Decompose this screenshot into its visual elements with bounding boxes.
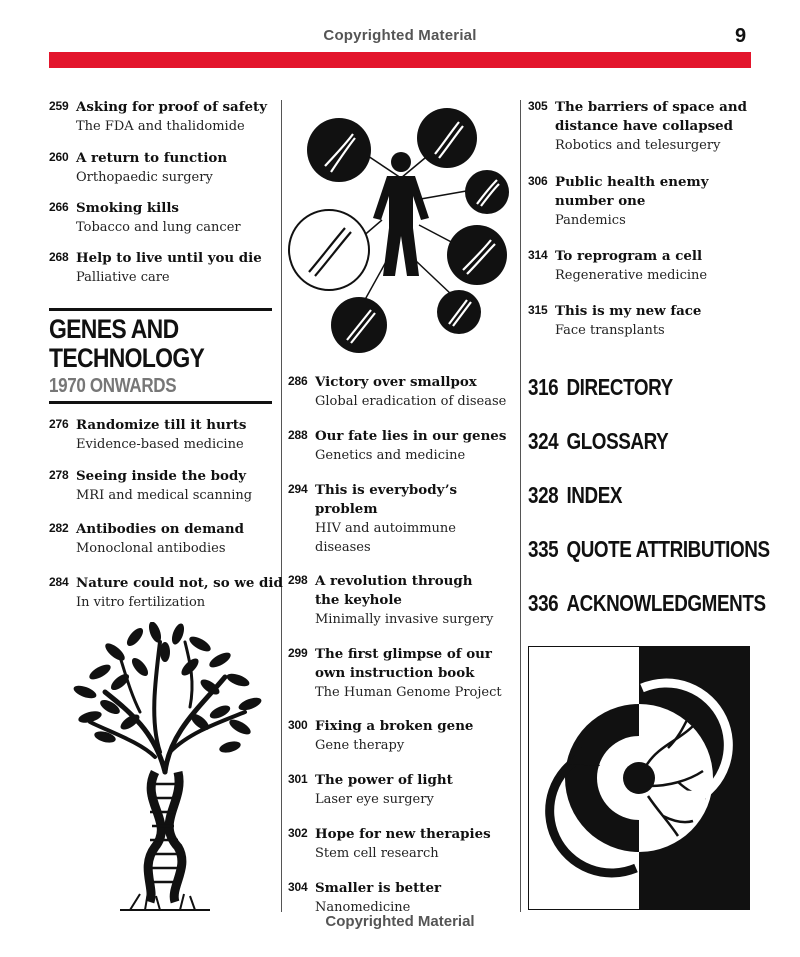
entry-page-number: 286 [288,374,308,388]
entry-subtitle: Evidence-based medicine [76,437,244,452]
entry-page-number: 259 [49,99,69,113]
entry-subtitle: Minimally invasive surgery [315,612,494,627]
entry-subtitle: Nanomedicine [315,900,411,915]
entry-page-number: 302 [288,826,308,840]
entry-title: Fixing a broken gene [315,718,474,734]
entry-page-number: 305 [528,99,548,113]
human-genome-illustration [287,100,515,362]
entry-page-number: 278 [49,468,69,482]
entry-page-number: 288 [288,428,308,442]
entry-subtitle-line2: diseases [315,540,371,555]
entry-title-line2: own instruction book [315,665,475,681]
entry-title: The power of light [315,772,453,788]
entry-page-number: 315 [528,303,548,317]
section-title-line1: GENES AND [49,314,179,344]
header-copyright: Copyrighted Material [323,27,477,44]
entry-subtitle: Regenerative medicine [555,268,708,283]
header-red-bar [49,52,751,68]
entry-page-number: 266 [49,200,69,214]
back-matter-page-number: 335 [528,536,559,562]
entry-title-line2: problem [315,501,378,517]
entry-title: Hope for new therapies [315,826,491,842]
column-divider-right [520,100,521,912]
entry-title: Randomize till it hurts [76,417,247,433]
entry-subtitle: Monoclonal antibodies [76,541,226,556]
entry-title: Smaller is better [315,880,442,896]
entry-title-line1: This is everybody’s [315,482,458,498]
entry-title: This is my new face [555,303,702,319]
back-matter-page-number: 324 [528,428,559,454]
entry-page-number: 301 [288,772,308,786]
back-matter-index[interactable] [528,482,622,509]
entry-subtitle: In vitro fertilization [76,595,206,610]
entry-title: Antibodies on demand [76,521,245,537]
back-matter-label: GLOSSARY [566,428,669,454]
entry-page-number: 282 [49,521,69,535]
entry-page-number: 299 [288,646,308,660]
footer-copyright: Copyrighted Material [325,913,475,930]
entry-subtitle: The Human Genome Project [315,685,502,700]
entry-title: Help to live until you die [76,250,262,266]
entry-subtitle: Genetics and medicine [315,448,466,463]
back-matter-label: ACKNOWLEDGMENTS [566,590,766,616]
entry-subtitle: Face transplants [555,323,665,338]
back-matter-page-number: 328 [528,482,559,508]
entry-page-number: 268 [49,250,69,264]
entry-title-line1: The barriers of space and [555,99,747,115]
entry-title: Our fate lies in our genes [315,428,507,444]
back-matter-page-number: 336 [528,590,559,616]
entry-title-line2: distance have collapsed [555,118,734,134]
entry-subtitle: Palliative care [76,270,170,285]
entry-title: Seeing inside the body [76,468,247,484]
entry-page-number: 260 [49,150,69,164]
entry-subtitle: MRI and medical scanning [76,488,253,503]
back-matter-page-number: 316 [528,374,559,400]
entry-subtitle-line1: HIV and autoimmune [315,521,456,536]
eye-regeneration-illustration [528,646,750,910]
entry-subtitle: Gene therapy [315,738,405,753]
entry-page-number: 294 [288,482,308,496]
entry-title: To reprogram a cell [555,248,703,264]
entry-page-number: 306 [528,174,548,188]
entry-title-line1: The first glimpse of our [315,646,492,662]
entry-subtitle: Robotics and telesurgery [555,138,721,153]
entry-title-line2: the keyhole [315,592,402,608]
entry-subtitle: Stem cell research [315,846,439,861]
entry-title: A return to function [76,150,228,166]
entry-title: Smoking kills [76,200,179,216]
entry-title: Victory over smallpox [315,374,477,390]
tree-dna-illustration [60,622,270,912]
back-matter-acknowledgments[interactable] [528,590,766,617]
entry-title: Nature could not, so we did [76,575,283,591]
page-number: 9 [735,25,747,47]
section-title-line2: TECHNOLOGY [49,343,205,373]
entry-title-line2: number one [555,193,646,209]
entry-page-number: 314 [528,248,548,262]
section-rule-bottom [49,401,272,404]
back-matter-glossary[interactable] [528,428,668,455]
entry-subtitle: Tobacco and lung cancer [76,220,241,235]
section-rule-top [49,308,272,311]
entry-title: Asking for proof of safety [76,99,267,115]
column-divider-left [281,100,282,912]
entry-page-number: 304 [288,880,308,894]
entry-page-number: 284 [49,575,69,589]
back-matter-label: INDEX [566,482,623,508]
entry-title-line1: A revolution through [315,573,473,589]
back-matter-label: QUOTE ATTRIBUTIONS [566,536,770,562]
entry-subtitle: Pandemics [555,213,626,228]
entry-page-number: 300 [288,718,308,732]
entry-page-number: 298 [288,573,308,587]
entry-subtitle: Orthopaedic surgery [76,170,213,185]
back-matter-quote-attributions[interactable] [528,536,770,563]
entry-subtitle: Global eradication of disease [315,394,507,409]
section-subtitle: 1970 ONWARDS [49,375,177,397]
back-matter-directory[interactable] [528,374,673,401]
entry-subtitle: The FDA and thalidomide [76,119,245,134]
back-matter-label: DIRECTORY [566,374,673,400]
entry-title-line1: Public health enemy [555,174,709,190]
entry-page-number: 276 [49,417,69,431]
entry-subtitle: Laser eye surgery [315,792,434,807]
